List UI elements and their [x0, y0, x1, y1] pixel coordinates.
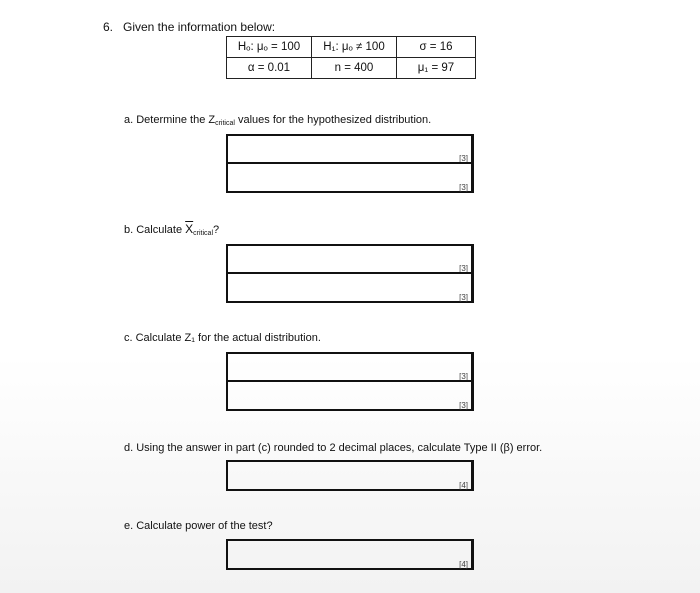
part-a-answer-box-1[interactable]: [226, 134, 474, 164]
part-b-sub: critical: [193, 230, 214, 237]
part-b-post: ?: [213, 224, 220, 236]
part-b-marks-2: [3]: [459, 293, 468, 302]
question-number: 6.: [103, 20, 114, 34]
alt-hypothesis: H₁: μₒ ≠ 100: [312, 37, 397, 58]
part-b-answer-box-2[interactable]: [226, 272, 474, 303]
part-e-answer-box[interactable]: [226, 539, 474, 570]
part-a-answer-box-2[interactable]: [226, 162, 474, 193]
part-a-pre: a. Determine the Z: [124, 114, 216, 126]
part-b-pre: b. Calculate: [124, 224, 186, 236]
part-a-post: values for the hypothesized distribution.: [234, 114, 432, 126]
part-e-marks: [4]: [459, 560, 468, 569]
part-c-answer-box-2[interactable]: [226, 380, 474, 411]
part-a-marks-2: [3]: [459, 183, 468, 192]
part-b-marks-1: [3]: [459, 264, 468, 273]
question-intro: Given the information below:: [123, 20, 276, 34]
part-d-marks: [4]: [459, 481, 468, 490]
part-c-answer-box-1[interactable]: [226, 352, 474, 382]
sigma-value: σ = 16: [397, 37, 476, 58]
part-c-prompt: c. Calculate Z₁ for the actual distribution.: [124, 332, 321, 344]
info-table: [226, 36, 476, 79]
part-a-prompt: [124, 114, 431, 127]
sample-size: n = 400: [312, 58, 397, 79]
part-a-marks-1: [3]: [459, 154, 468, 163]
part-c-marks-2: [3]: [459, 401, 468, 410]
part-a-sub: critical: [215, 120, 235, 127]
part-d-answer-box[interactable]: [226, 460, 474, 491]
part-e-prompt: e. Calculate power of the test?: [124, 520, 273, 532]
alpha-value: α = 0.01: [227, 58, 312, 79]
part-b-answer-box-1[interactable]: [226, 244, 474, 274]
info-row-2: [227, 58, 476, 79]
null-hypothesis: Hₒ: μₒ = 100: [227, 37, 312, 58]
part-d-prompt: d. Using the answer in part (c) rounded to 2 decimal places, calculate Type II (β) error.: [124, 442, 543, 454]
info-row-1: [227, 37, 476, 58]
part-c-marks-1: [3]: [459, 372, 468, 381]
part-b-prompt: [124, 222, 219, 237]
mu1-value: μ₁ = 97: [397, 58, 476, 79]
part-b-xbar: $\overline{X}$: [185, 222, 194, 236]
